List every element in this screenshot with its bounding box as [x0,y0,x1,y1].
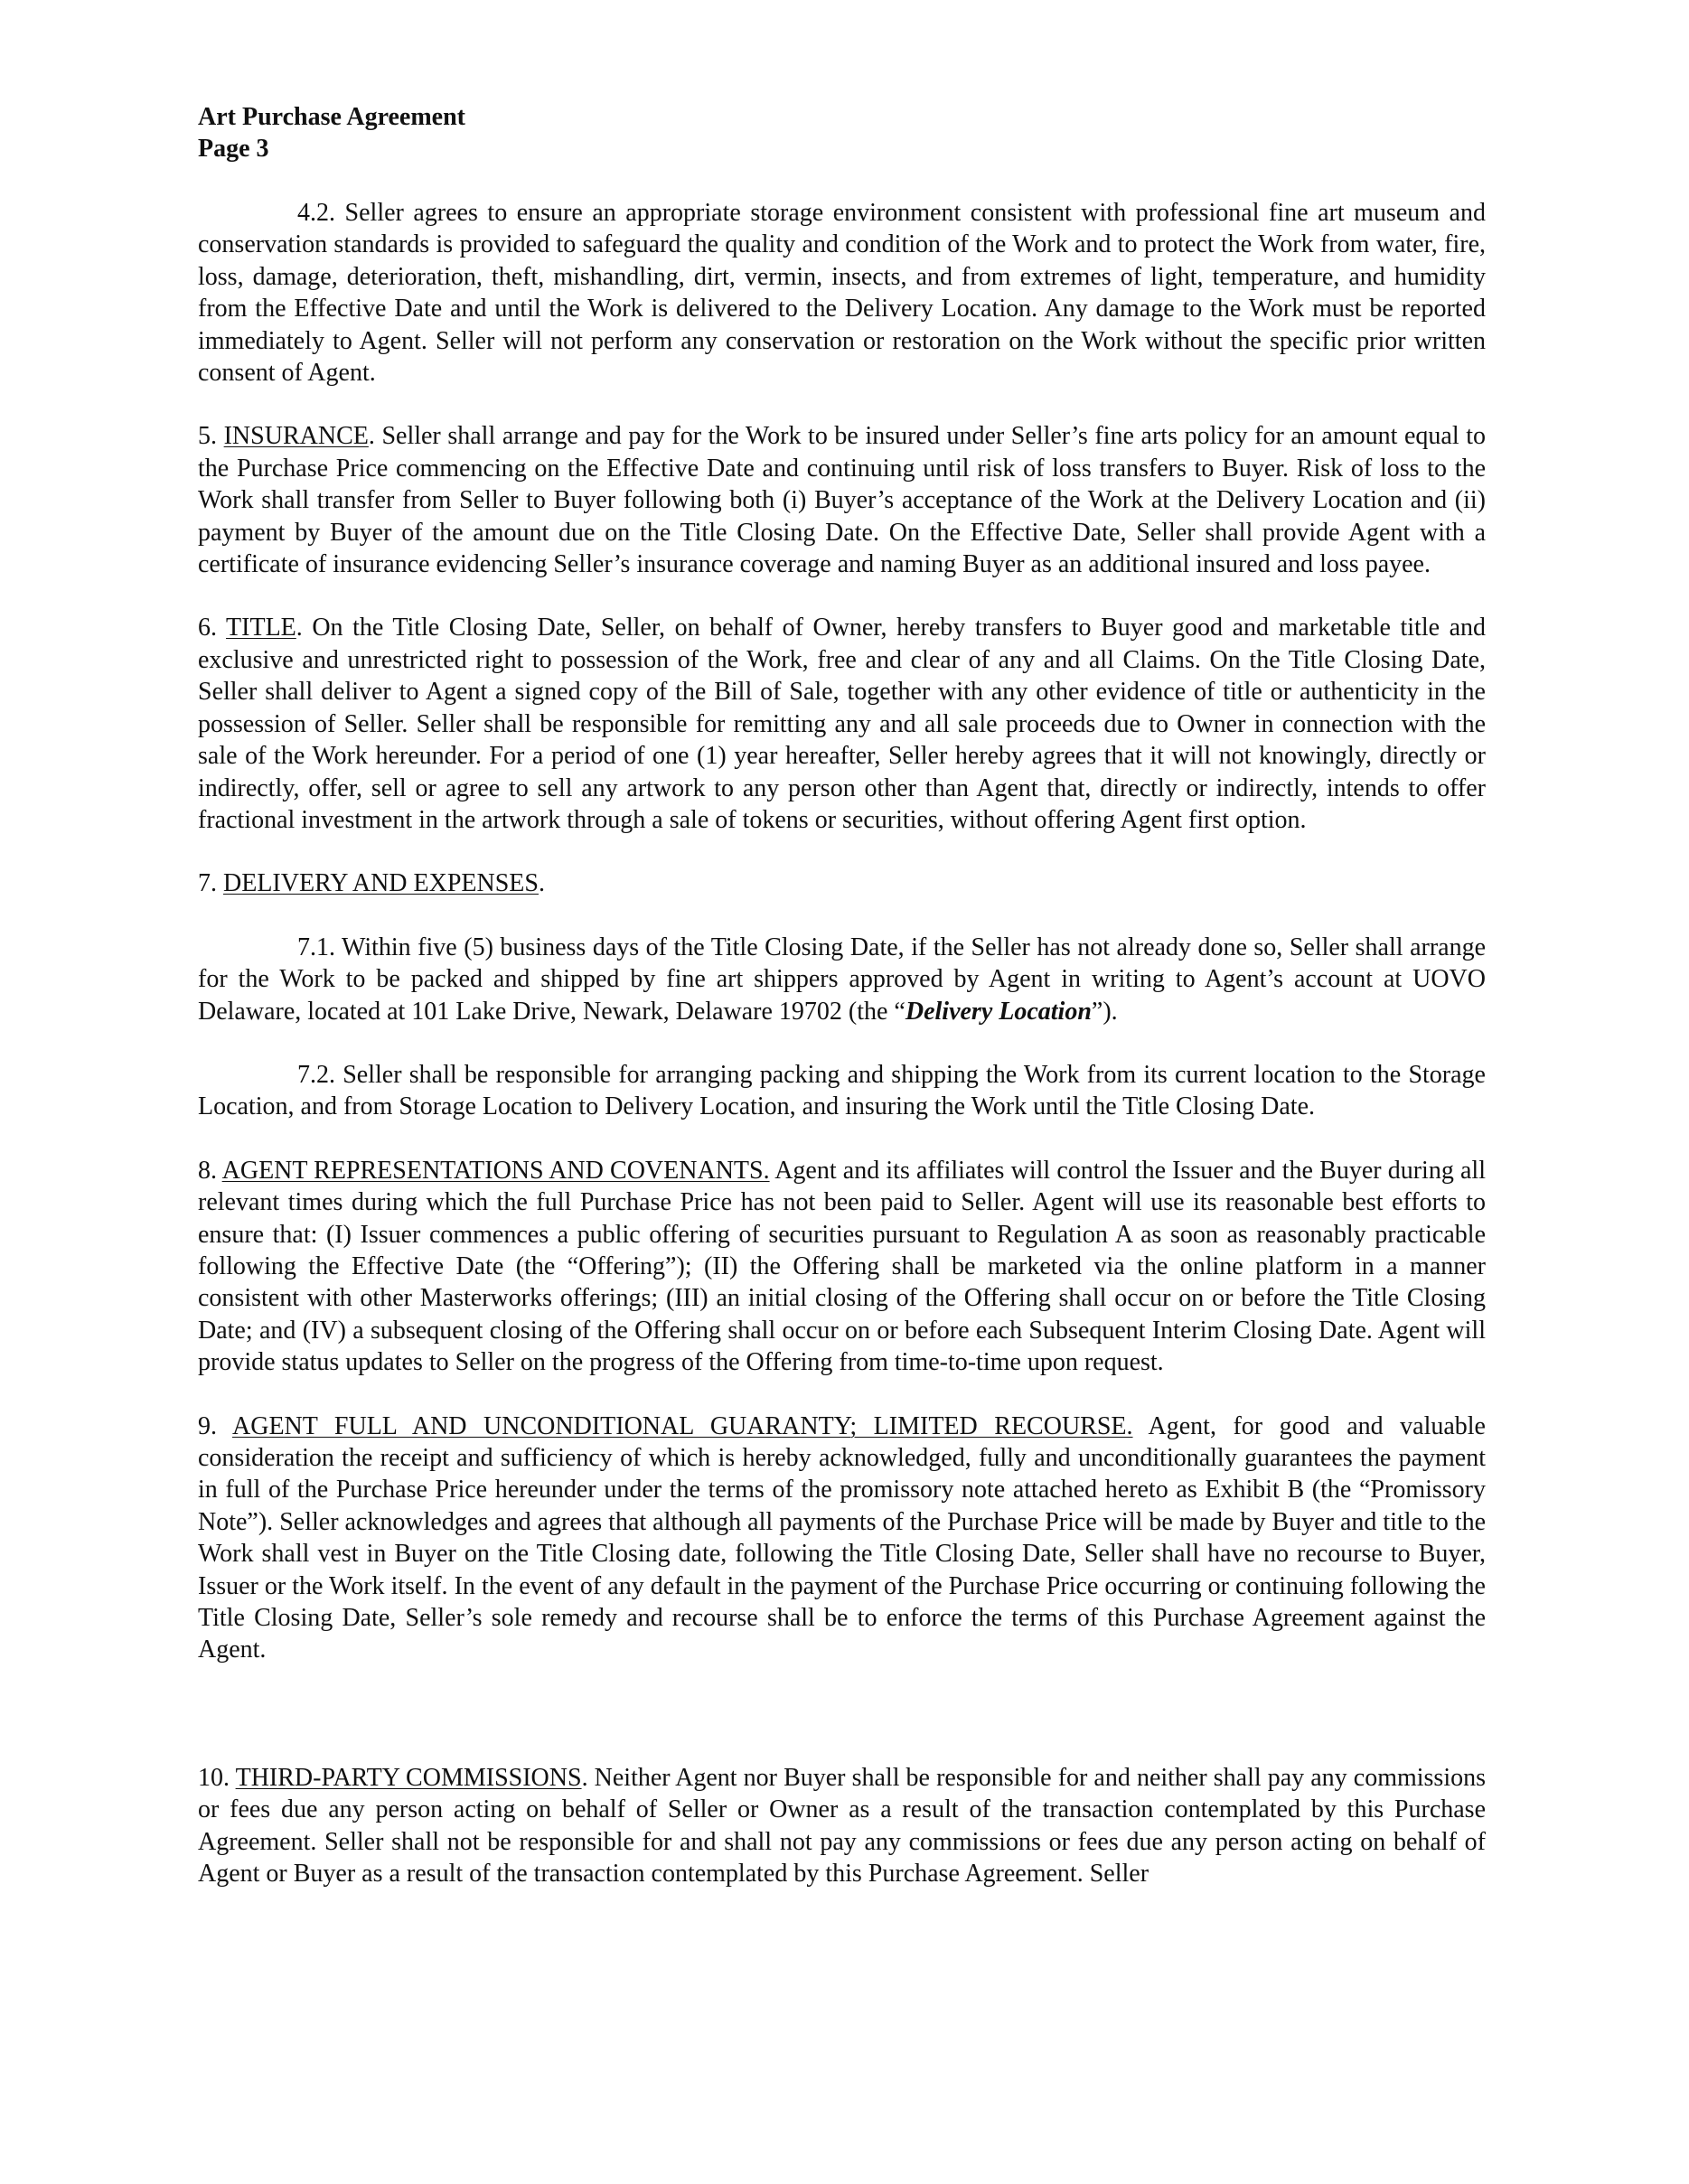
section-5-text: . Seller shall arrange and pay for the Work to be insured under Seller’s fine arts policy for an amount equal to the Purchase Price commencing on the Effective Date and continuing until risk of loss transfers to Buyer. Risk of loss to the Work shall transfer from Seller to Buyer following both (i) Buyer’s acceptance of the Work at the Delivery Location and (ii) payment by Buyer of the amount due on the Title Closing Date. On the Effective Date, Seller shall provide Agent with a certificate of insurance evidencing Seller’s insurance coverage and naming Buyer as an additional insured and loss payee. [198,422,1487,579]
section-8-number: 8. [198,1156,222,1185]
section-6 [198,612,1486,836]
section-7-number: 7. [198,869,223,898]
section-7-1-text-after: ”). [1091,997,1118,1026]
page-number: Page 3 [198,135,269,163]
section-8 [198,1155,1486,1379]
section-9-heading: AGENT FULL AND UNCONDITIONAL GUARANTY; LIMITED RECOURSE. [232,1411,1133,1440]
section-6-number: 6. [198,614,227,642]
section-10-text: . Neither Agent nor Buyer shall be responsible for and neither shall pay any commissions or fees due any person acting on behalf of Seller or Owner as a result of the transaction contemplated by this Purchase Agreement. Seller shall not be responsible for and shall not pay any commissions or fees due any person acting on behalf of Agent or Buyer as a result of the transaction contemplated by this Purchase Agreement. Seller [198,1763,1487,1889]
section-8-text: Agent and its affiliates will control the Issuer and the Buyer during all relevant times during which the full Purchase Price has not been paid to Seller. Agent will use its reasonable best efforts to ensure that: (I) Issuer commences a public offering of securities pursuant to Regulation A as soon as reasonably practicable following the Effective Date (the “Offering”); (II) the Offering shall be marketed via the online platform in a manner consistent with other Masterworks offerings; (III) an initial closing of the Offering shall occur on or before the Title Closing Date; and (IV) a subsequent closing of the Offering shall occur on or before each Subsequent Interim Closing Date. Agent will provide status updates to Seller on the progress of the Offering from time-to-time upon request. [198,1156,1486,1377]
section-7-2 [198,1059,1486,1123]
section-9-number: 9. [198,1411,232,1440]
section-4-2-text: 4.2. Seller agrees to ensure an appropriate storage environment consistent with professional fine art museum and conservation standards is provided to safeguard the quality and condition of the Work and to protect the Work from water, fire, loss, damage, deterioration, theft, mishandling, dirt, vermin, insects, and from extremes of light, temperature, and humidity from the Effective Date and until the Work is delivered to the Delivery Location. Any damage to the Work must be reported immediately to Agent. Seller will not perform any conservation or restoration on the Work without the specific prior written consent of Agent. [198,199,1486,388]
defined-term-delivery-location: Delivery Location [905,997,1092,1026]
section-7-1-text-before: 7.1. Within five (5) business days of the Title Closing Date, if the Seller has not already done so, Seller shall arrange for the Work to be packed and shipped by fine art shippers approved by Agent in writing to Agent’s account at UOVO Delaware, located at 101 Lake Drive, Newark, Delaware 19702 (the “ [198,933,1486,1026]
section-8-heading: AGENT REPRESENTATIONS AND COVENANTS. [221,1156,770,1185]
page-header [198,101,1486,164]
section-7-heading: DELIVERY AND EXPENSES [223,869,539,898]
section-7-2-text: 7.2. Seller shall be responsible for arranging packing and shipping the Work from its current location to the Storage Location, and from Storage Location to Delivery Location, and insuring the Work until the Title Closing Date. [198,1060,1486,1121]
section-10-heading: THIRD-PARTY COMMISSIONS [235,1763,582,1792]
section-7 [198,867,1486,899]
document-page [198,101,1486,1889]
section-10-number: 10. [198,1763,236,1792]
section-9 [198,1411,1486,1666]
section-6-text: . On the Title Closing Date, Seller, on behalf of Owner, hereby transfers to Buyer good and marketable title and exclusive and unrestricted right to possession of the Work, free and clear of any and all Claims. On the Title Closing Date, Seller shall deliver to Agent a signed copy of the Bill of Sale, together with any other evidence of title or authenticity in the possession of Seller. Seller shall be responsible for remitting any and all sale proceeds due to Owner in connection with the sale of the Work hereunder. For a period of one (1) year hereafter, Seller hereby agrees that it will not knowingly, directly or indirectly, offer, sell or agree to sell any artwork to any person other than Agent that, directly or indirectly, intends to offer fractional investment in the artwork through a sale of tokens or securities, without offering Agent first option. [198,614,1486,834]
section-5-heading: INSURANCE [223,422,369,451]
section-5-number: 5. [198,422,224,451]
section-4-2 [198,197,1486,389]
section-7-text: . [538,869,545,898]
document-title: Art Purchase Agreement [198,103,465,131]
section-10 [198,1762,1486,1890]
section-7-1 [198,932,1486,1027]
section-6-heading: TITLE [226,614,296,642]
section-9-text: Agent, for good and valuable consideration the receipt and sufficiency of which is hereby acknowledged, fully and unconditionally guarantees the payment in full of the Purchase Price hereunder under the terms of the promissory note attached hereto as Exhibit B (the “Promissory Note”). Seller acknowledges and agrees that although all payments of the Purchase Price will be made by Buyer and title to the Work shall vest in Buyer on the Title Closing date, following the Title Closing Date, Seller shall have no recourse to Buyer, Issuer or the Work itself. In the event of any default in the payment of the Purchase Price occurring or continuing following the Title Closing Date, Seller’s sole remedy and recourse shall be to enforce the terms of this Purchase Agreement against the Agent. [198,1411,1486,1664]
section-5 [198,420,1486,580]
